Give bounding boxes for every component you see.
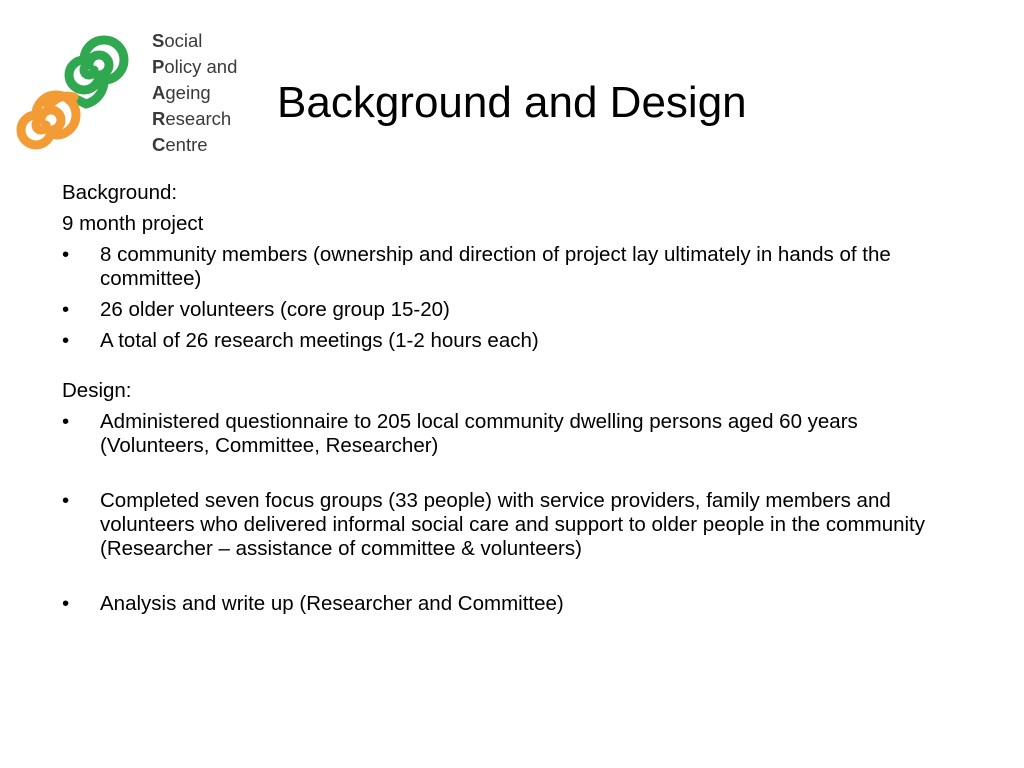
bullet-text: Administered questionnaire to 205 local community dwelling persons aged 60 years (Volunteers, Committee, Researcher): [100, 410, 858, 457]
bullet-text: A total of 26 research meetings (1-2 hours each): [100, 329, 539, 352]
design-bullet-item: [62, 410, 962, 458]
logo-line-policy: Policy and: [152, 56, 238, 77]
background-subheading: 9 month project: [62, 212, 204, 235]
bullet-icon: •: [62, 489, 70, 512]
logo-text: [152, 28, 237, 158]
design-bullet-item: [62, 489, 962, 561]
background-bullet-item: [62, 298, 962, 322]
bullet-text: Completed seven focus groups (33 people) with service providers, family members and volunteers who delivered informal social care and support to older people in the community (Researcher – assistance of committee & volunteers): [100, 489, 926, 560]
design-heading: Design:: [62, 379, 132, 402]
logo-line-social: Social: [152, 30, 203, 51]
logo-line-research: Research: [152, 108, 232, 129]
background-bullet-item: [62, 243, 962, 291]
slide-body: [62, 181, 962, 623]
background-bullet-item: [62, 329, 962, 353]
orange-spiral: [21, 95, 76, 145]
design-bullet-item: [62, 592, 962, 616]
bullet-icon: •: [62, 298, 70, 321]
logo-line-centre: Centre: [152, 134, 208, 155]
bullet-text: 8 community members (ownership and direction of project lay ultimately in hands of the committee): [100, 243, 891, 290]
spiral-logo-icon: [10, 25, 150, 160]
design-bullet-list: [62, 410, 962, 616]
background-heading: Background:: [62, 181, 178, 204]
spar-logo: [10, 25, 250, 160]
logo-line-ageing: Ageing: [152, 82, 211, 103]
bullet-icon: •: [62, 329, 70, 352]
bullet-text: 26 older volunteers (core group 15-20): [100, 298, 450, 321]
bullet-icon: •: [62, 592, 70, 615]
background-bullet-list: [62, 243, 962, 353]
slide-title: Background and Design: [277, 78, 747, 127]
bullet-text: Analysis and write up (Researcher and Committee): [100, 592, 564, 615]
bullet-icon: •: [62, 243, 70, 266]
bullet-icon: •: [62, 410, 70, 433]
